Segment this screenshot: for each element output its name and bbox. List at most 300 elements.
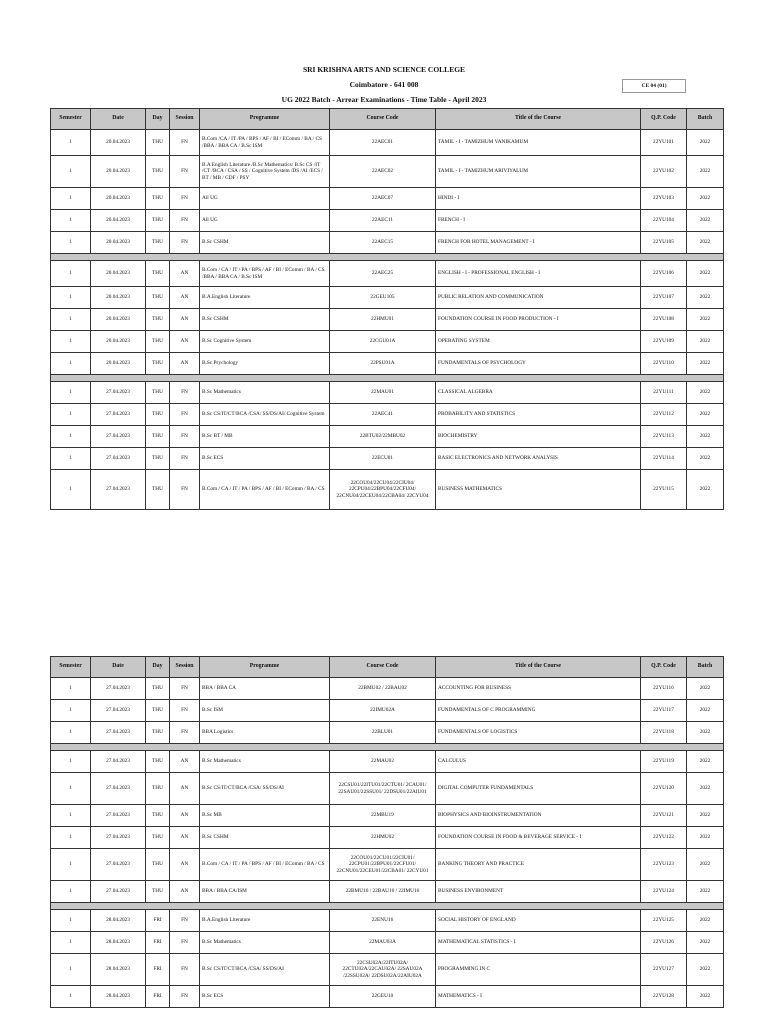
timetable-page-1 <box>50 108 724 510</box>
programme-cell: B.Sc CSHM <box>200 232 330 254</box>
course-title-cell: MATHEMATICS - I <box>436 986 641 1008</box>
batch-cell: 2022 <box>687 722 724 744</box>
course-code-cell: 22MAU03A <box>330 932 436 954</box>
programme-cell: B.A.English Literature <box>200 287 330 309</box>
course-code-cell: 22HMU01 <box>330 309 436 331</box>
day-cell: FRI <box>146 986 170 1008</box>
semester-cell: 1 <box>51 156 91 188</box>
course-title-cell: PROBABILITY AND STATISTICS <box>436 404 641 426</box>
course-code-cell: 22GEU10 <box>330 986 436 1008</box>
qp-code-cell: 22YU119 <box>641 751 687 773</box>
programme-cell: B.Sc ECS <box>200 448 330 470</box>
course-code-cell: 22ENU16 <box>330 910 436 932</box>
session-cell: FN <box>170 404 200 426</box>
course-code-cell: 22PSU01A <box>330 353 436 375</box>
session-cell: AN <box>170 805 200 827</box>
course-code-cell: 22HMU02 <box>330 827 436 849</box>
batch-cell: 2022 <box>687 954 724 986</box>
table-row <box>51 470 724 510</box>
table-row <box>51 986 724 1008</box>
table-row <box>51 700 724 722</box>
session-cell: FN <box>170 188 200 210</box>
session-cell: AN <box>170 261 200 287</box>
course-title-cell: FOUNDATION COURSE IN FOOD PRODUCTION - I <box>436 309 641 331</box>
course-code-cell: 22AEC15 <box>330 232 436 254</box>
qp-code-cell: 22YU125 <box>641 910 687 932</box>
timetable-page-2 <box>50 656 724 1008</box>
semester-cell: 1 <box>51 426 91 448</box>
session-cell: FN <box>170 448 200 470</box>
programme-cell: B.Sc CS/IT/CT/BCA /CSA/ SS/DS/AI <box>200 773 330 805</box>
semester-cell: 1 <box>51 827 91 849</box>
batch-cell: 2022 <box>687 261 724 287</box>
date-cell: 28.04.2023 <box>91 910 146 932</box>
session-cell: FN <box>170 210 200 232</box>
course-title-cell: BIOPHYSICS AND BIOINSTRUMENTATION <box>436 805 641 827</box>
session-separator <box>51 254 724 261</box>
session-cell: FN <box>170 678 200 700</box>
date-cell: 20.04.2023 <box>91 353 146 375</box>
date-cell: 27.04.2023 <box>91 722 146 744</box>
semester-cell: 1 <box>51 353 91 375</box>
course-code-cell: 22ECU01 <box>330 448 436 470</box>
qp-code-cell: 22YU124 <box>641 881 687 903</box>
date-cell: 20.04.2023 <box>91 188 146 210</box>
semester-cell: 1 <box>51 954 91 986</box>
batch-cell: 2022 <box>687 678 724 700</box>
day-cell: THU <box>146 881 170 903</box>
table-row <box>51 353 724 375</box>
batch-cell: 2022 <box>687 470 724 510</box>
semester-cell: 1 <box>51 404 91 426</box>
course-code-cell: 22COU01/22CU01/22CIU01/ 22CPU01/22BPU01/22CFU01/ 22CNU01/22CEU01/22CBA01/ 22CYU01 <box>330 849 436 881</box>
batch-cell: 2022 <box>687 382 724 404</box>
table-row <box>51 210 724 232</box>
table-row <box>51 188 724 210</box>
date-cell: 20.04.2023 <box>91 130 146 156</box>
column-header: Programme <box>200 657 330 678</box>
session-separator <box>51 375 724 382</box>
table-row <box>51 426 724 448</box>
day-cell: THU <box>146 404 170 426</box>
day-cell: THU <box>146 261 170 287</box>
semester-cell: 1 <box>51 261 91 287</box>
semester-cell: 1 <box>51 751 91 773</box>
course-title-cell: CALCULUS <box>436 751 641 773</box>
programme-cell: B.Sc ECS <box>200 986 330 1008</box>
table-row <box>51 156 724 188</box>
qp-code-cell: 22YU127 <box>641 954 687 986</box>
date-cell: 20.04.2023 <box>91 287 146 309</box>
semester-cell: 1 <box>51 881 91 903</box>
course-code-cell: 22BMU16 / 22BAU16 / 22IMU16 <box>330 881 436 903</box>
semester-cell: 1 <box>51 849 91 881</box>
date-cell: 27.04.2023 <box>91 448 146 470</box>
programme-cell: BBA / BBA CA/ISM <box>200 881 330 903</box>
date-cell: 27.04.2023 <box>91 382 146 404</box>
qp-code-cell: 22YU112 <box>641 404 687 426</box>
course-title-cell: MATHEMATICAL STATISTICS - I <box>436 932 641 954</box>
course-title-cell: BASIC ELECTRONICS AND NETWORK ANALYSIS <box>436 448 641 470</box>
table-row <box>51 448 724 470</box>
session-separator <box>51 744 724 751</box>
programme-cell: B.Com / CA / IT / PA / BPS / AF / BI / EComm / BA / CS /BBA / BBA CA / B.Sc ISM <box>200 261 330 287</box>
course-code-cell: 22MAU02 <box>330 751 436 773</box>
day-cell: THU <box>146 353 170 375</box>
session-cell: FN <box>170 232 200 254</box>
qp-code-cell: 22YU126 <box>641 932 687 954</box>
table-row <box>51 827 724 849</box>
day-cell: THU <box>146 827 170 849</box>
date-cell: 28.04.2023 <box>91 986 146 1008</box>
column-header: Date <box>91 109 146 130</box>
course-code-cell: 22CSU01/22ITU01/22CTU01/ 2CAU01/ 22SAU01/22SSU01/ 22DSU01/22AIU01 <box>330 773 436 805</box>
course-title-cell: PUBLIC RELATION AND COMMUNICATION <box>436 287 641 309</box>
course-code-cell: 22CGU01A <box>330 331 436 353</box>
day-cell: THU <box>146 849 170 881</box>
session-cell: FN <box>170 470 200 510</box>
course-code-cell: 22BLU01 <box>330 722 436 744</box>
course-code-cell: 22AEC41 <box>330 404 436 426</box>
semester-cell: 1 <box>51 678 91 700</box>
day-cell: THU <box>146 287 170 309</box>
column-header: Batch <box>687 657 724 678</box>
programme-cell: B.Sc Mathematics <box>200 382 330 404</box>
programme-cell: B.A English Literature /B.Sc Mathematics/ B.Sc CS /IT /CT /BCA / CSA / SS / Cognitive System /DS /AI /ECS / BT / MB / CDF / PSY <box>200 156 330 188</box>
timetable-title: UG 2022 Batch - Arrear Examinations - Time Table - April 2023 <box>281 95 487 104</box>
session-cell: FN <box>170 130 200 156</box>
course-title-cell: DIGITAL COMPUTER FUNDAMENTALS <box>436 773 641 805</box>
column-header: Title of the Course <box>436 657 641 678</box>
day-cell: THU <box>146 426 170 448</box>
table-row <box>51 932 724 954</box>
day-cell: THU <box>146 700 170 722</box>
day-cell: THU <box>146 156 170 188</box>
qp-code-cell: 22YU107 <box>641 287 687 309</box>
batch-cell: 2022 <box>687 805 724 827</box>
session-cell: AN <box>170 751 200 773</box>
programme-cell: B.Sc Cognitive System <box>200 331 330 353</box>
day-cell: THU <box>146 678 170 700</box>
batch-cell: 2022 <box>687 404 724 426</box>
table-row <box>51 261 724 287</box>
course-code-cell: 22GEU105 <box>330 287 436 309</box>
batch-cell: 2022 <box>687 331 724 353</box>
session-cell: FN <box>170 700 200 722</box>
table-row <box>51 309 724 331</box>
programme-cell: B.Sc CS/IT/CT/BCA /CSA/ SS/DS/AI/ Cognitive System <box>200 404 330 426</box>
course-title-cell: BUSINESS MATHEMATICS <box>436 470 641 510</box>
qp-code-cell: 22YU118 <box>641 722 687 744</box>
date-cell: 20.04.2023 <box>91 156 146 188</box>
batch-cell: 2022 <box>687 426 724 448</box>
course-code-cell: 22MBU19 <box>330 805 436 827</box>
date-cell: 27.04.2023 <box>91 700 146 722</box>
batch-cell: 2022 <box>687 881 724 903</box>
course-title-cell: FUNDAMENTALS OF PSYCHOLOGY <box>436 353 641 375</box>
table-row <box>51 954 724 986</box>
qp-code-cell: 22YU111 <box>641 382 687 404</box>
course-title-cell: TAMIL - I - TAMIZHUM ARIVIYALUM <box>436 156 641 188</box>
column-header: Course Code <box>330 109 436 130</box>
course-title-cell: HINDI - I <box>436 188 641 210</box>
batch-cell: 2022 <box>687 309 724 331</box>
table-row <box>51 773 724 805</box>
column-header: Session <box>170 657 200 678</box>
college-city: Coimbatore - 641 008 <box>349 80 419 89</box>
table-row <box>51 805 724 827</box>
date-cell: 27.04.2023 <box>91 426 146 448</box>
column-header: Programme <box>200 109 330 130</box>
semester-cell: 1 <box>51 910 91 932</box>
programme-cell: B.Sc ISM <box>200 700 330 722</box>
day-cell: THU <box>146 331 170 353</box>
course-code-cell: 22BTU02/22MBU02 <box>330 426 436 448</box>
day-cell: THU <box>146 382 170 404</box>
semester-cell: 1 <box>51 986 91 1008</box>
course-title-cell: FUNDAMENTALS OF LOGISTICS <box>436 722 641 744</box>
table-row <box>51 881 724 903</box>
qp-code-cell: 22YU101 <box>641 130 687 156</box>
date-cell: 27.04.2023 <box>91 470 146 510</box>
programme-cell: All UG <box>200 188 330 210</box>
programme-cell: B.Sc BT / MB <box>200 426 330 448</box>
batch-cell: 2022 <box>687 849 724 881</box>
batch-cell: 2022 <box>687 353 724 375</box>
programme-cell: B.Sc Mathematics <box>200 751 330 773</box>
day-cell: THU <box>146 448 170 470</box>
semester-cell: 1 <box>51 188 91 210</box>
batch-cell: 2022 <box>687 232 724 254</box>
qp-code-cell: 22YU114 <box>641 448 687 470</box>
semester-cell: 1 <box>51 700 91 722</box>
semester-cell: 1 <box>51 448 91 470</box>
column-header: Title of the Course <box>436 109 641 130</box>
day-cell: THU <box>146 210 170 232</box>
session-cell: AN <box>170 353 200 375</box>
date-cell: 20.04.2023 <box>91 261 146 287</box>
session-cell: FN <box>170 426 200 448</box>
semester-cell: 1 <box>51 210 91 232</box>
session-cell: AN <box>170 309 200 331</box>
date-cell: 27.04.2023 <box>91 849 146 881</box>
table-row <box>51 382 724 404</box>
column-header: Batch <box>687 109 724 130</box>
semester-cell: 1 <box>51 287 91 309</box>
qp-code-cell: 22YU106 <box>641 261 687 287</box>
qp-code-cell: 22YU105 <box>641 232 687 254</box>
column-header: Date <box>91 657 146 678</box>
column-header: Semester <box>51 657 91 678</box>
course-title-cell: BANKING THEORY AND PRACTICE <box>436 849 641 881</box>
day-cell: FRI <box>146 910 170 932</box>
qp-code-cell: 22YU116 <box>641 678 687 700</box>
table-row <box>51 130 724 156</box>
course-code-cell: 22AEC02 <box>330 156 436 188</box>
qp-code-cell: 22YU115 <box>641 470 687 510</box>
qp-code-cell: 22YU109 <box>641 331 687 353</box>
qp-code-cell: 22YU120 <box>641 773 687 805</box>
programme-cell: BBA Logistics <box>200 722 330 744</box>
programme-cell: B.Com /CA / IT /PA / BPS / AF / BI / EComm / BA / CS /BBA / BBA CA / B.Sc ISM <box>200 130 330 156</box>
date-cell: 27.04.2023 <box>91 805 146 827</box>
column-header: Day <box>146 657 170 678</box>
date-cell: 27.04.2023 <box>91 881 146 903</box>
course-title-cell: PROGRAMMING IN C <box>436 954 641 986</box>
table-row <box>51 849 724 881</box>
session-cell: AN <box>170 773 200 805</box>
qp-code-cell: 22YU117 <box>641 700 687 722</box>
session-cell: FN <box>170 156 200 188</box>
date-cell: 27.04.2023 <box>91 751 146 773</box>
semester-cell: 1 <box>51 773 91 805</box>
table-header-row <box>51 657 724 678</box>
course-code-cell: 22AEC07 <box>330 188 436 210</box>
column-header: Session <box>170 109 200 130</box>
qp-code-cell: 22YU123 <box>641 849 687 881</box>
date-cell: 28.04.2023 <box>91 954 146 986</box>
course-title-cell: CLASSICAL ALGEBRA <box>436 382 641 404</box>
qp-code-cell: 22YU108 <box>641 309 687 331</box>
college-name: SRI KRISHNA ARTS AND SCIENCE COLLEGE <box>302 65 466 74</box>
table-row <box>51 287 724 309</box>
column-header: Semester <box>51 109 91 130</box>
batch-cell: 2022 <box>687 156 724 188</box>
day-cell: FRI <box>146 932 170 954</box>
programme-cell: B.Sc MB <box>200 805 330 827</box>
qp-code-cell: 22YU113 <box>641 426 687 448</box>
batch-cell: 2022 <box>687 910 724 932</box>
document-code: CE 04 (01) <box>622 79 686 93</box>
session-separator <box>51 903 724 910</box>
date-cell: 20.04.2023 <box>91 309 146 331</box>
table-row <box>51 678 724 700</box>
batch-cell: 2022 <box>687 986 724 1008</box>
course-title-cell: BIOCHEMISTRY <box>436 426 641 448</box>
semester-cell: 1 <box>51 232 91 254</box>
programme-cell: B.Sc Psychology <box>200 353 330 375</box>
table-row <box>51 331 724 353</box>
batch-cell: 2022 <box>687 773 724 805</box>
programme-cell: B.Sc Mathematics <box>200 932 330 954</box>
semester-cell: 1 <box>51 932 91 954</box>
date-cell: 28.04.2023 <box>91 932 146 954</box>
semester-cell: 1 <box>51 130 91 156</box>
column-header: Course Code <box>330 657 436 678</box>
course-code-cell: 22BMU02 / 22BAU02 <box>330 678 436 700</box>
column-header: Day <box>146 109 170 130</box>
semester-cell: 1 <box>51 805 91 827</box>
semester-cell: 1 <box>51 470 91 510</box>
batch-cell: 2022 <box>687 700 724 722</box>
qp-code-cell: 22YU128 <box>641 986 687 1008</box>
table-row <box>51 722 724 744</box>
day-cell: THU <box>146 470 170 510</box>
qp-code-cell: 22YU122 <box>641 827 687 849</box>
session-cell: FN <box>170 932 200 954</box>
session-cell: AN <box>170 881 200 903</box>
qp-code-cell: 22YU121 <box>641 805 687 827</box>
day-cell: THU <box>146 309 170 331</box>
course-code-cell: 22COU04/22CU04/22CIU04/ 22CPU04/22BPU04/22CFU04/ 22CNU04/22CEU04/22CBA04/ 22CYU04 <box>330 470 436 510</box>
date-cell: 27.04.2023 <box>91 678 146 700</box>
course-code-cell: 22MAU01 <box>330 382 436 404</box>
course-title-cell: OPERATING SYSTEM <box>436 331 641 353</box>
batch-cell: 2022 <box>687 932 724 954</box>
programme-cell: B.Com / CA / IT / PA / BPS / AF / BI / EComm / BA / CS <box>200 849 330 881</box>
programme-cell: B.Sc CS/IT/CT/BCA /CSA/ SS/DS/AI <box>200 954 330 986</box>
date-cell: 20.04.2023 <box>91 331 146 353</box>
column-header: Q.P. Code <box>641 657 687 678</box>
batch-cell: 2022 <box>687 448 724 470</box>
course-title-cell: FUNDAMENTALS OF C PROGRAMMING <box>436 700 641 722</box>
table-header-row <box>51 109 724 130</box>
session-cell: AN <box>170 287 200 309</box>
date-cell: 27.04.2023 <box>91 827 146 849</box>
day-cell: FRI <box>146 954 170 986</box>
session-cell: FN <box>170 722 200 744</box>
batch-cell: 2022 <box>687 210 724 232</box>
semester-cell: 1 <box>51 382 91 404</box>
course-code-cell: 22AEC25 <box>330 261 436 287</box>
course-title-cell: FOUNDATION COURSE IN FOOD & BEVERAGE SERVICE - I <box>436 827 641 849</box>
programme-cell: BBA / BBA CA <box>200 678 330 700</box>
course-code-cell: 22IMU02A <box>330 700 436 722</box>
semester-cell: 1 <box>51 722 91 744</box>
session-cell: AN <box>170 849 200 881</box>
date-cell: 20.04.2023 <box>91 210 146 232</box>
session-cell: FN <box>170 954 200 986</box>
course-title-cell: TAMIL - I - TAMIZHUM VANIKAMUM <box>436 130 641 156</box>
day-cell: THU <box>146 188 170 210</box>
course-title-cell: FRENCH FOR HOTEL MANAGEMENT - I <box>436 232 641 254</box>
semester-cell: 1 <box>51 309 91 331</box>
programme-cell: B.A.English Literature <box>200 910 330 932</box>
day-cell: THU <box>146 805 170 827</box>
session-cell: FN <box>170 382 200 404</box>
batch-cell: 2022 <box>687 287 724 309</box>
course-code-cell: 22AEC11 <box>330 210 436 232</box>
programme-cell: B.Sc CSHM <box>200 827 330 849</box>
course-title-cell: SOCIAL HISTORY OF ENGLAND <box>436 910 641 932</box>
course-title-cell: ENGLISH - I - PROFESSIONAL ENGLISH - I <box>436 261 641 287</box>
column-header: Q.P. Code <box>641 109 687 130</box>
course-title-cell: BUSINESS ENVIRONMENT <box>436 881 641 903</box>
session-cell: AN <box>170 331 200 353</box>
qp-code-cell: 22YU104 <box>641 210 687 232</box>
table-row <box>51 910 724 932</box>
semester-cell: 1 <box>51 331 91 353</box>
table-row <box>51 751 724 773</box>
batch-cell: 2022 <box>687 188 724 210</box>
session-cell: AN <box>170 827 200 849</box>
day-cell: THU <box>146 232 170 254</box>
programme-cell: B.Com / CA / IT / PA / BPS / AF / BI / EComm / BA / CS <box>200 470 330 510</box>
qp-code-cell: 22YU110 <box>641 353 687 375</box>
batch-cell: 2022 <box>687 130 724 156</box>
qp-code-cell: 22YU102 <box>641 156 687 188</box>
day-cell: THU <box>146 130 170 156</box>
session-cell: FN <box>170 986 200 1008</box>
table-row <box>51 404 724 426</box>
course-title-cell: FRENCH - I <box>436 210 641 232</box>
programme-cell: B.Sc CSHM <box>200 309 330 331</box>
course-code-cell: 22AEC01 <box>330 130 436 156</box>
course-code-cell: 22CSU02A/22ITU02A/ 22CTU02A/22CAU02A/ 22SAU02A /22SSU02A/ 22DSU02A/22AIU02A <box>330 954 436 986</box>
day-cell: THU <box>146 751 170 773</box>
day-cell: THU <box>146 722 170 744</box>
date-cell: 27.04.2023 <box>91 773 146 805</box>
